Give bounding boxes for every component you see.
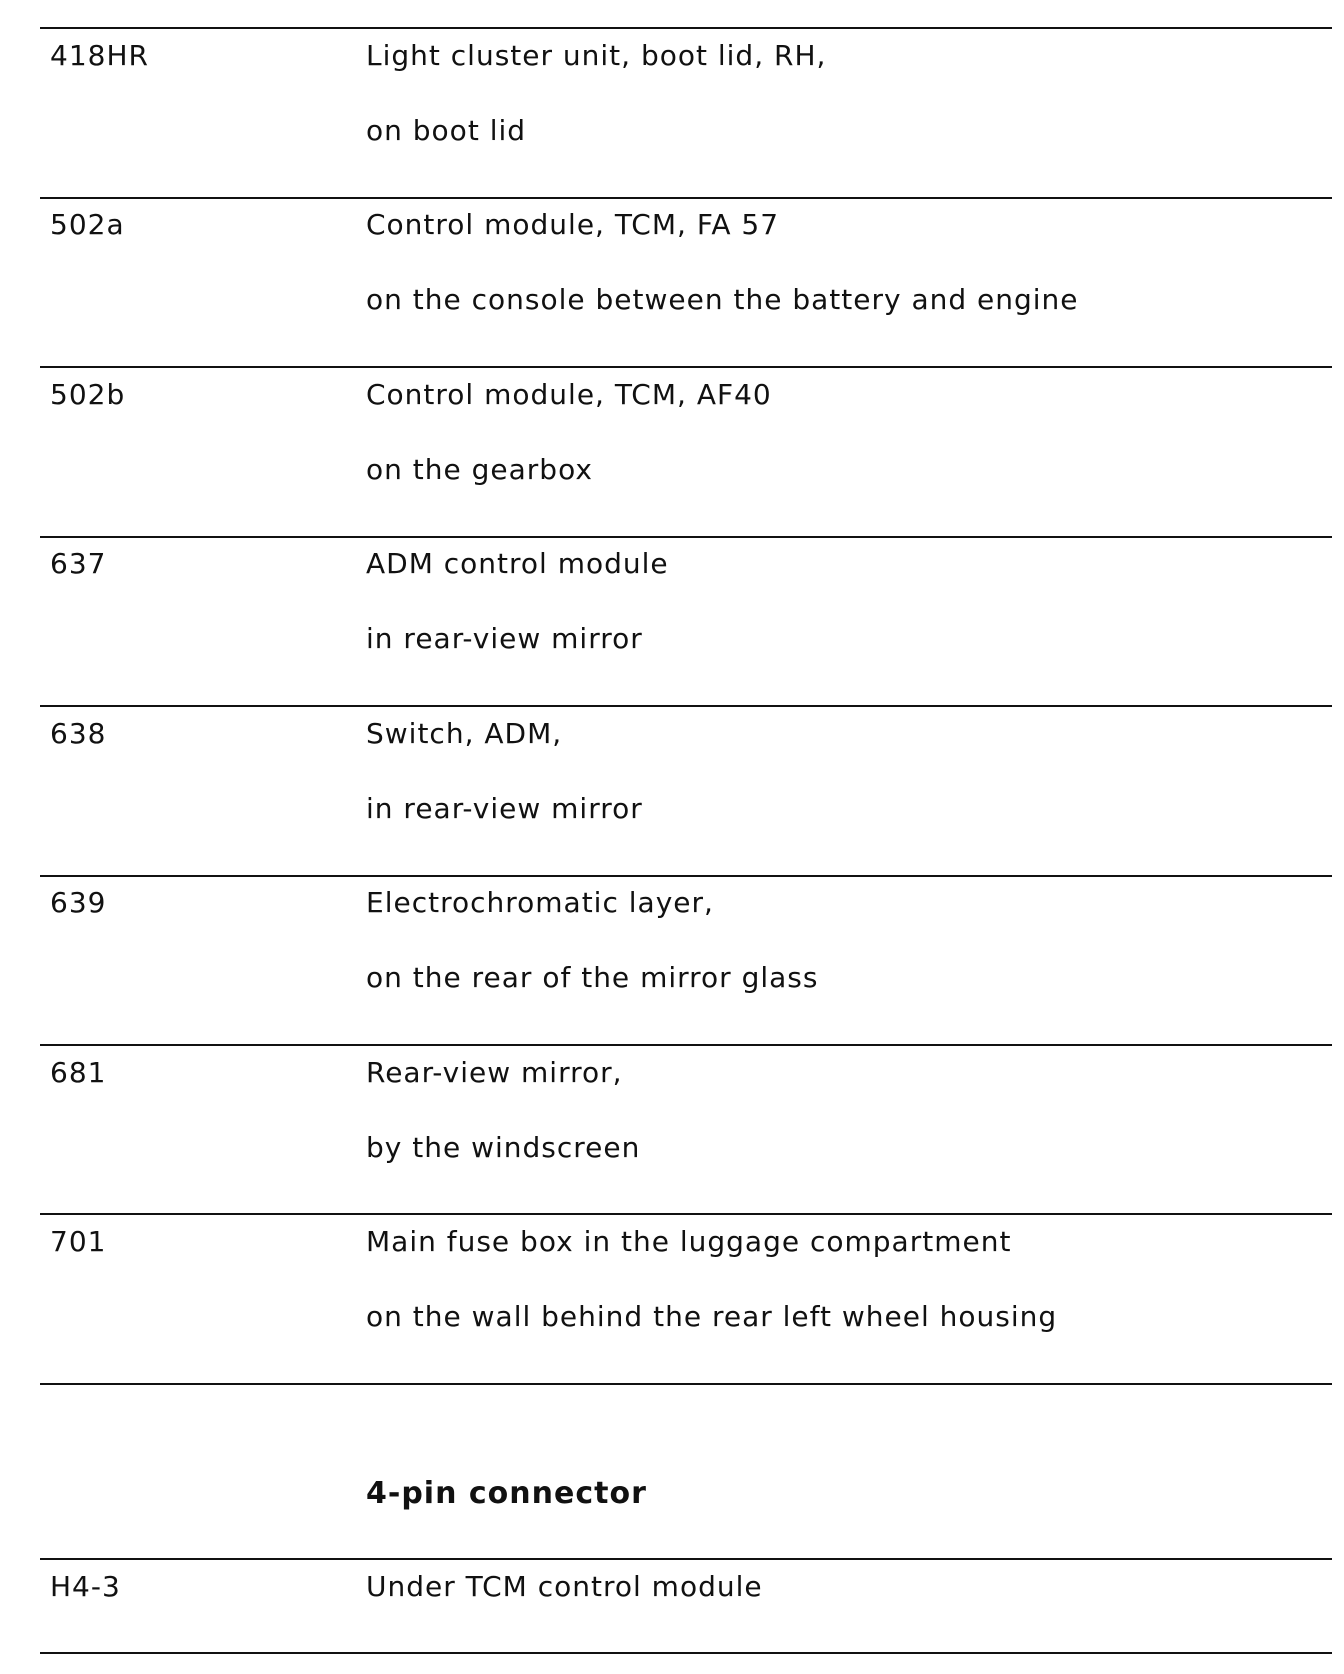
row-divider (40, 1383, 1332, 1385)
component-location: on the wall behind the rear left wheel housing (366, 1300, 1058, 1333)
connector-code: H4-3 (50, 1570, 121, 1603)
row-divider (40, 1558, 1332, 1560)
component-code: 638 (50, 717, 107, 750)
row-divider (40, 705, 1332, 707)
section-heading: 4-pin connector (366, 1476, 647, 1511)
component-code: 701 (50, 1225, 107, 1258)
component-description: Control module, TCM, AF40 (366, 378, 772, 411)
component-description: Control module, TCM, FA 57 (366, 208, 780, 241)
component-description: Light cluster unit, boot lid, RH, (366, 39, 827, 72)
row-divider (40, 366, 1332, 368)
component-code: 637 (50, 547, 107, 580)
component-code: 502b (50, 378, 126, 411)
row-divider (40, 536, 1332, 538)
component-location: on boot lid (366, 114, 527, 147)
component-code: 681 (50, 1056, 107, 1089)
component-code: 418HR (50, 39, 149, 72)
component-location: on the rear of the mirror glass (366, 961, 819, 994)
component-description: Electrochromatic layer, (366, 886, 714, 919)
component-location: by the windscreen (366, 1131, 641, 1164)
row-divider (40, 1044, 1332, 1046)
row-divider (40, 1652, 1332, 1654)
row-divider (40, 197, 1332, 199)
component-description: Rear-view mirror, (366, 1056, 623, 1089)
component-code: 502a (50, 208, 125, 241)
component-description: Main fuse box in the luggage compartment (366, 1225, 1012, 1258)
component-location: on the console between the battery and engine (366, 283, 1079, 316)
connector-description: Under TCM control module (366, 1570, 763, 1603)
component-description: Switch, ADM, (366, 717, 563, 750)
row-divider (40, 875, 1332, 877)
component-location: on the gearbox (366, 453, 593, 486)
component-code: 639 (50, 886, 107, 919)
component-description: ADM control module (366, 547, 669, 580)
component-location: in rear-view mirror (366, 622, 643, 655)
row-divider (40, 27, 1332, 29)
component-location: in rear-view mirror (366, 792, 643, 825)
row-divider (40, 1213, 1332, 1215)
